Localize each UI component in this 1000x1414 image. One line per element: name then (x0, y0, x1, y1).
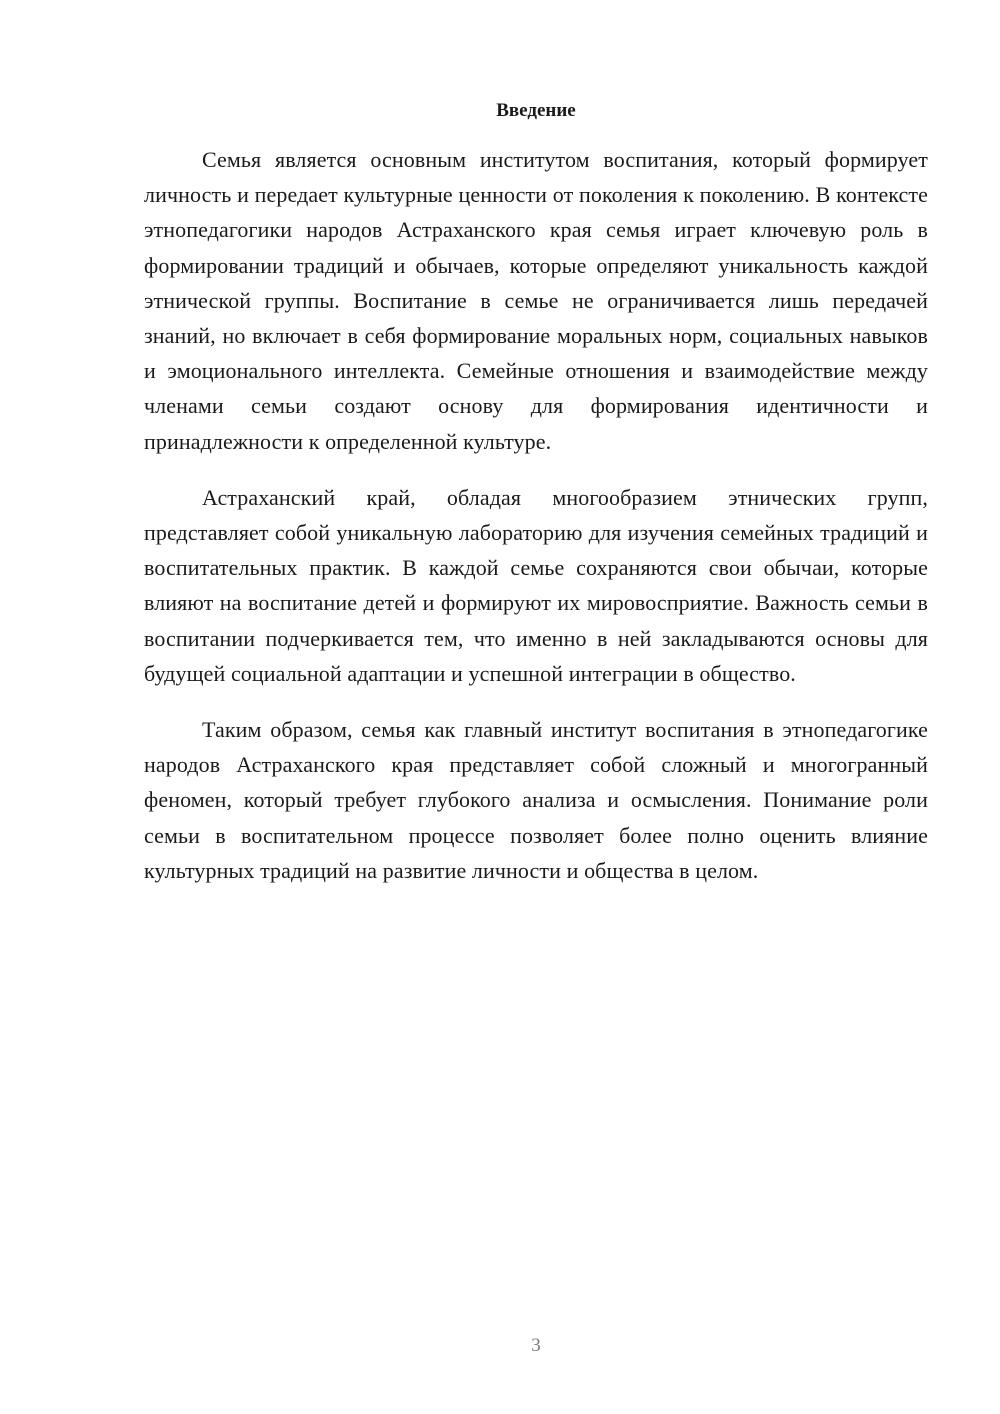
paragraph-2: Астраханский край, обладая многообразием этнических групп, представляет собой уникальную лабораторию для изучения семейных традиций и воспитательных практик. В каждой семье сохраняются свои обычаи, которые влияют на воспитание детей и формируют их мировосприятие. Важность семьи в воспитании подчеркивается тем, что именно в ней закладываются основы для будущей социальной адаптации и успешной интеграции в общество. (144, 484, 928, 686)
body-text (144, 142, 928, 888)
section-heading: Введение (496, 100, 576, 121)
paragraph-1: Семья является основным институтом воспитания, который формирует личность и передает культурные ценности от поколения к поколению. В контексте этнопедагогики народов Астраханского края семья играет ключевую роль в формировании традиций и обычаев, которые определяют уникальность каждой этнической группы. Воспитание в семье не ограничивается лишь передачей знаний, но включает в себя формирование моральных норм, социальных навыков и эмоционального интеллекта. Семейные отношения и взаимодействие между членами семьи создают основу для формирования идентичности и принадлежности к определенной культуре. (144, 147, 928, 454)
page-number: 3 (531, 1335, 541, 1356)
paragraph-3: Таким образом, семья как главный институт воспитания в этнопедагогике народов Астраханского края представляет собой сложный и многогранный феномен, который требует глубокого анализа и осмысления. Понимание роли семьи в воспитательном процессе позволяет более полно оценить влияние культурных традиций на развитие личности и общества в целом. (144, 717, 928, 883)
